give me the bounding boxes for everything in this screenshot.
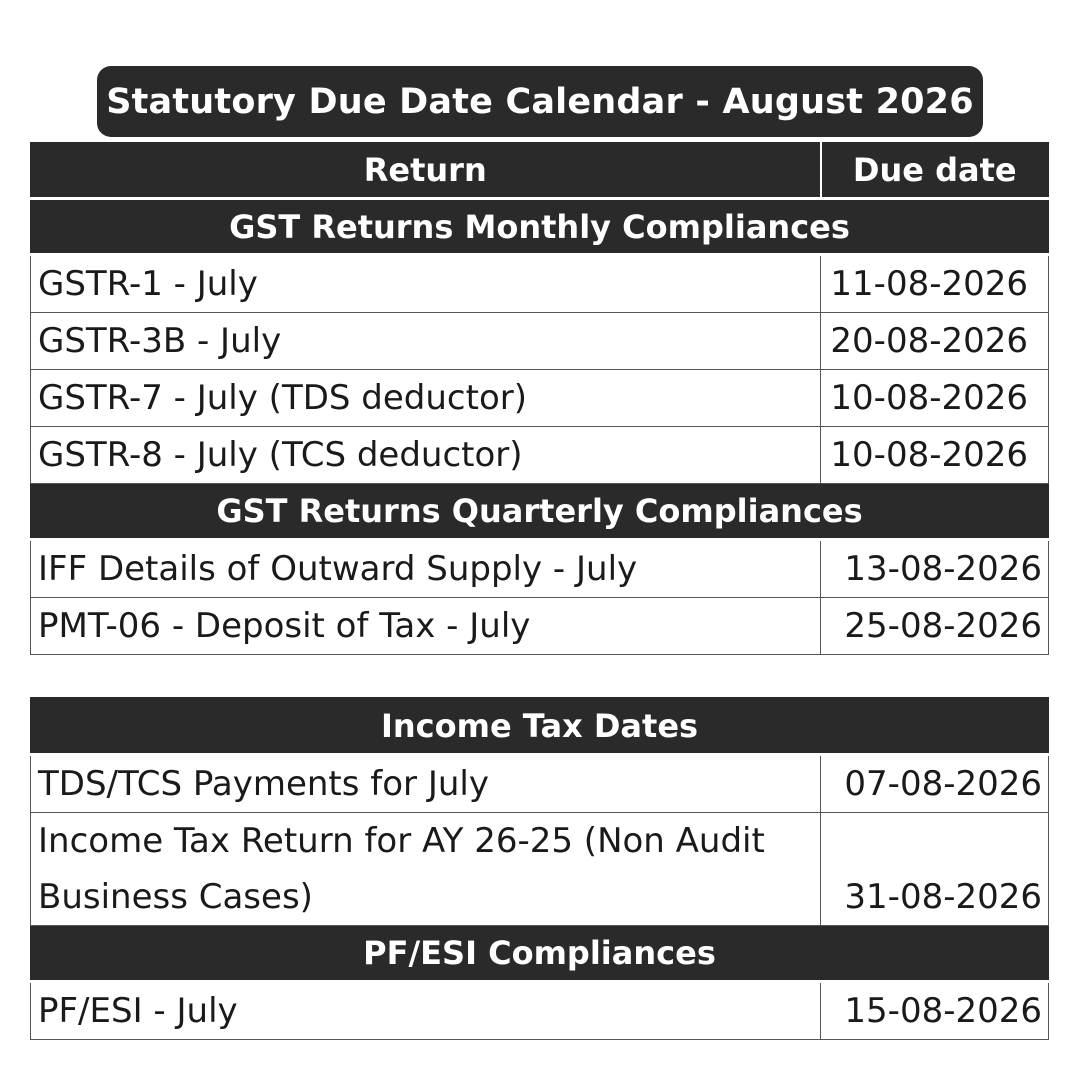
return-cell: PF/ESI - July: [31, 982, 821, 1040]
due-date-cell: 25-08-2026: [821, 598, 1049, 655]
section-heading-gst-quarterly: [31, 484, 1049, 540]
return-cell: IFF Details of Outward Supply - July: [31, 540, 821, 598]
return-column-header: Return: [31, 143, 821, 199]
due-date-column-header: Due date: [821, 143, 1049, 199]
due-date-cell: 31-08-2026: [821, 813, 1049, 926]
return-cell: GSTR-8 - July (TCS deductor): [31, 427, 821, 484]
section-heading-label: Income Tax Dates: [31, 698, 1049, 755]
gst-due-date-table: [30, 142, 1049, 655]
section-heading-gst-monthly: [31, 199, 1049, 255]
return-cell: PMT-06 - Deposit of Tax - July: [31, 598, 821, 655]
section-heading-income-tax: [31, 698, 1049, 755]
return-cell: GSTR-7 - July (TDS deductor): [31, 370, 821, 427]
due-date-cell: 10-08-2026: [821, 370, 1049, 427]
return-cell: TDS/TCS Payments for July: [31, 755, 821, 813]
table-row: [31, 982, 1049, 1040]
section-heading-label: GST Returns Quarterly Compliances: [31, 484, 1049, 540]
return-cell: GSTR-3B - July: [31, 313, 821, 370]
due-date-cell: 13-08-2026: [821, 540, 1049, 598]
table-row: [31, 755, 1049, 813]
return-cell: Income Tax Return for AY 26-25 (Non Audit Business Cases): [31, 813, 821, 926]
table-row: [31, 313, 1049, 370]
table-row: [31, 540, 1049, 598]
section-heading-label: GST Returns Monthly Compliances: [31, 199, 1049, 255]
section-heading-pf-esi: [31, 926, 1049, 982]
table-header-row: [31, 143, 1049, 199]
income-tax-pf-esi-table: [30, 697, 1049, 1040]
due-date-cell: 15-08-2026: [821, 982, 1049, 1040]
due-date-cell: 07-08-2026: [821, 755, 1049, 813]
table-row: [31, 370, 1049, 427]
due-date-cell: 20-08-2026: [821, 313, 1049, 370]
table-row: [31, 255, 1049, 313]
due-date-cell: 11-08-2026: [821, 255, 1049, 313]
return-cell: GSTR-1 - July: [31, 255, 821, 313]
table-row: [31, 813, 1049, 926]
table-row: [31, 598, 1049, 655]
section-heading-label: PF/ESI Compliances: [31, 926, 1049, 982]
table-row: [31, 427, 1049, 484]
due-date-cell: 10-08-2026: [821, 427, 1049, 484]
page-title: Statutory Due Date Calendar - August 2026: [97, 66, 983, 137]
